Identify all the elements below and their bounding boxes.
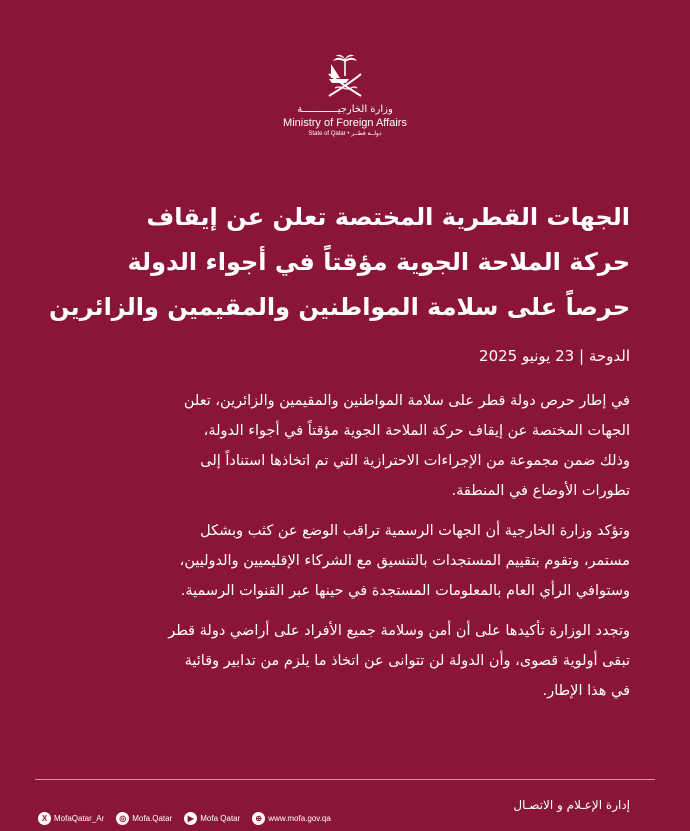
social-links (38, 812, 331, 825)
social-link-youtube[interactable] (184, 812, 240, 825)
logo-state-line: State of Qatar • دولــة قطــر (308, 131, 382, 137)
social-link-website[interactable] (252, 812, 331, 825)
paragraph-line: وذلك ضمن مجموعة من الإجراءات الاحترازية التي تم اتخاذها استناداً إلى (200, 453, 630, 469)
paragraph-line: وتؤكد وزارة الخارجية أن الجهات الرسمية تراقب الوضع عن كثب وبشكل (200, 523, 630, 539)
paragraph-line: تبقى أولوية قصوى، وأن الدولة لن تتوانى عن اتخاذ ما يلزم من تدابير وقائية (184, 653, 630, 669)
social-handle: www.mofa.gov.qa (268, 814, 331, 823)
statement-body (55, 386, 630, 716)
qatar-emblem-icon (319, 50, 371, 102)
instagram-icon: ◎ (116, 812, 129, 825)
mofa-logo (0, 50, 690, 139)
headline (50, 195, 630, 330)
youtube-icon: ▶ (184, 812, 197, 825)
x-icon: X (38, 812, 51, 825)
social-handle: MofaQatar_Ar (54, 814, 105, 823)
dateline: الدوحة | 23 يونيو 2025 (479, 347, 630, 365)
social-link-x[interactable] (38, 812, 104, 825)
logo-arabic-name: وزارة الخارجيــــــــــــة (297, 104, 393, 115)
paragraph-line: وستوافي الرأي العام بالمعلومات المستجدة في حينها عبر القنوات الرسمية. (180, 583, 630, 599)
footer-divider (35, 779, 655, 780)
paragraph-line: مستمر، وتقوم بتقييم المستجدات بالتنسيق مع الشركاء الإقليميين والدوليين، (179, 553, 630, 569)
paragraph-line: الجهات المختصة عن إيقاف حركة الملاحة الجوية مؤقتاً في أجواء الدولة، (203, 423, 630, 439)
social-handle: Mofa Qatar (200, 814, 241, 823)
paragraph (55, 386, 630, 506)
globe-icon: ⊕ (252, 812, 265, 825)
paragraph-line: في إطار حرص دولة قطر على سلامة المواطنين والمقيمين والزائرين، تعلن (183, 393, 630, 409)
headline-line: حركة الملاحة الجوية مؤقتاً في أجواء الدولة (127, 248, 630, 276)
headline-line: حرصاً على سلامة المواطنين والمقيمين والزائرين (49, 293, 630, 321)
paragraph-line: في هذا الإطار. (542, 683, 630, 699)
paragraph-line: تطورات الأوضاع في المنطقة. (451, 483, 630, 499)
paragraph-line: وتجدد الوزارة تأكيدها على أن أمن وسلامة جميع الأفراد على أراضي دولة قطر (168, 623, 630, 639)
social-link-instagram[interactable] (116, 812, 172, 825)
social-handle: Mofa.Qatar (132, 814, 173, 823)
logo-english-name: Ministry of Foreign Affairs (283, 117, 407, 129)
footer-department: إدارة الإعـلام و الاتصـال (513, 798, 630, 812)
headline-line: الجهات القطرية المختصة تعلن عن إيقاف (146, 203, 630, 231)
paragraph (55, 516, 630, 606)
paragraph (55, 616, 630, 706)
